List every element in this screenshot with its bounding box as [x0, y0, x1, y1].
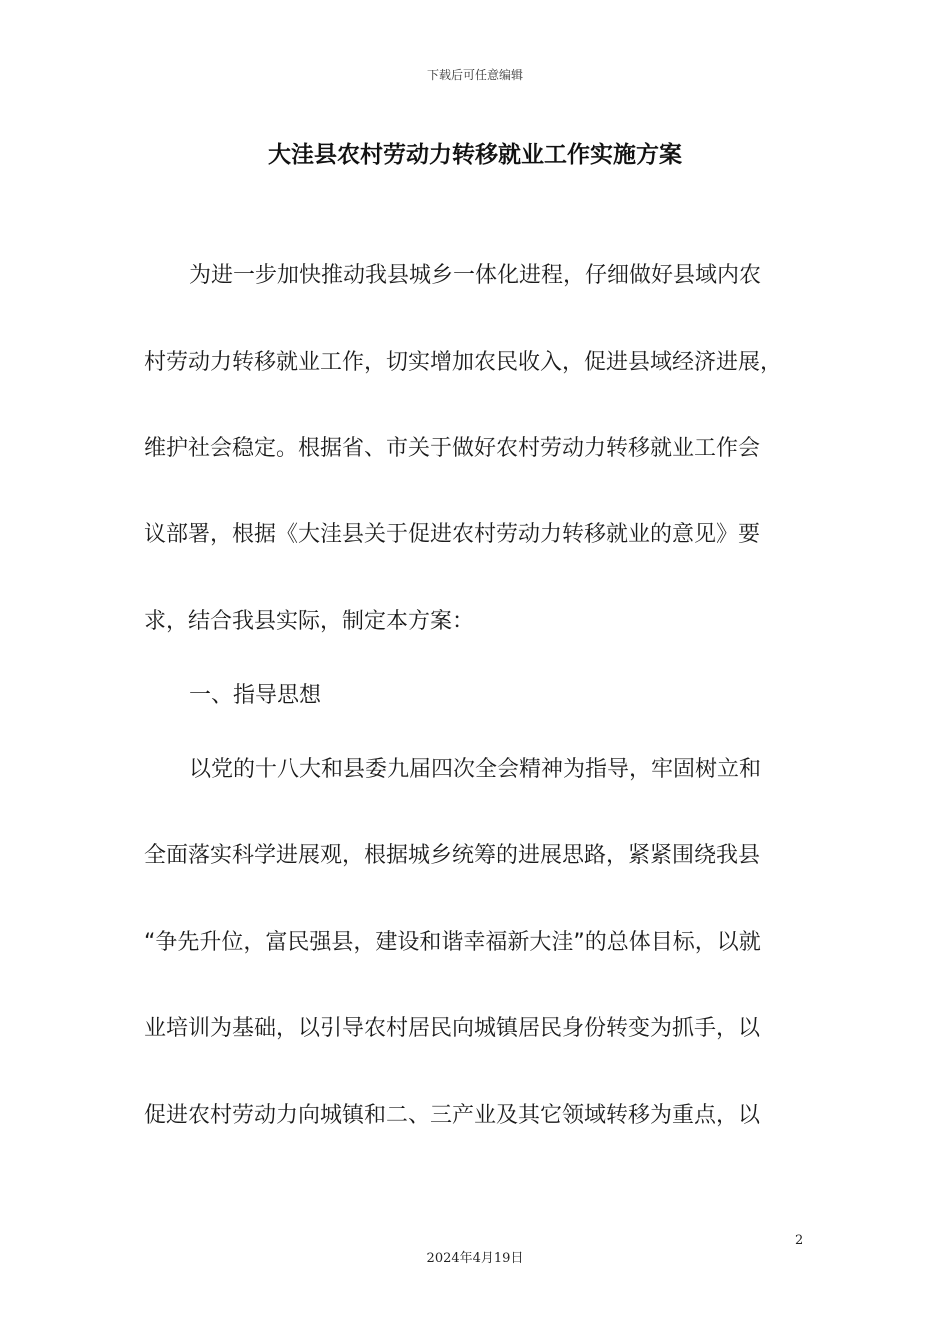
paragraph-line: 为进一步加快推动我县城乡一体化进程，仔细做好县域内农 [189, 263, 762, 288]
header-note: 下载后可任意编辑 [426, 68, 523, 82]
paragraph-line: 村劳动力转移就业工作，切实增加农民收入，促进县域经济进展， [144, 350, 783, 375]
section-heading: 一、指导思想 [189, 683, 322, 708]
paragraph-line: 以党的十八大和县委九届四次全会精神为指导，牢固树立和 [189, 757, 762, 782]
paragraph-line: 全面落实科学进展观，根据城乡统筹的进展思路，紧紧围绕我县 [144, 843, 761, 868]
paragraph-line: 业培训为基础，以引导农村居民向城镇居民身份转变为抓手，以 [144, 1016, 761, 1041]
footer-date: 2024年4月19日 [426, 1251, 524, 1266]
paragraph-line: 促进农村劳动力向城镇和二、三产业及其它领域转移为重点，以 [144, 1103, 761, 1128]
document-title: 大洼县农村劳动力转移就业工作实施方案 [268, 142, 682, 168]
paragraph-line: 议部署，根据《大洼县关于促进农村劳动力转移就业的意见》要 [144, 522, 761, 547]
page-number: 2 [795, 1233, 804, 1248]
paragraph-line: 求，结合我县实际，制定本方案： [144, 609, 475, 634]
paragraph-line: 维护社会稳定。根据省、市关于做好农村劳动力转移就业工作会 [144, 436, 761, 461]
paragraph-line: “争先升位，富民强县，建设和谐幸福新大洼”的总体目标，以就 [144, 930, 761, 955]
